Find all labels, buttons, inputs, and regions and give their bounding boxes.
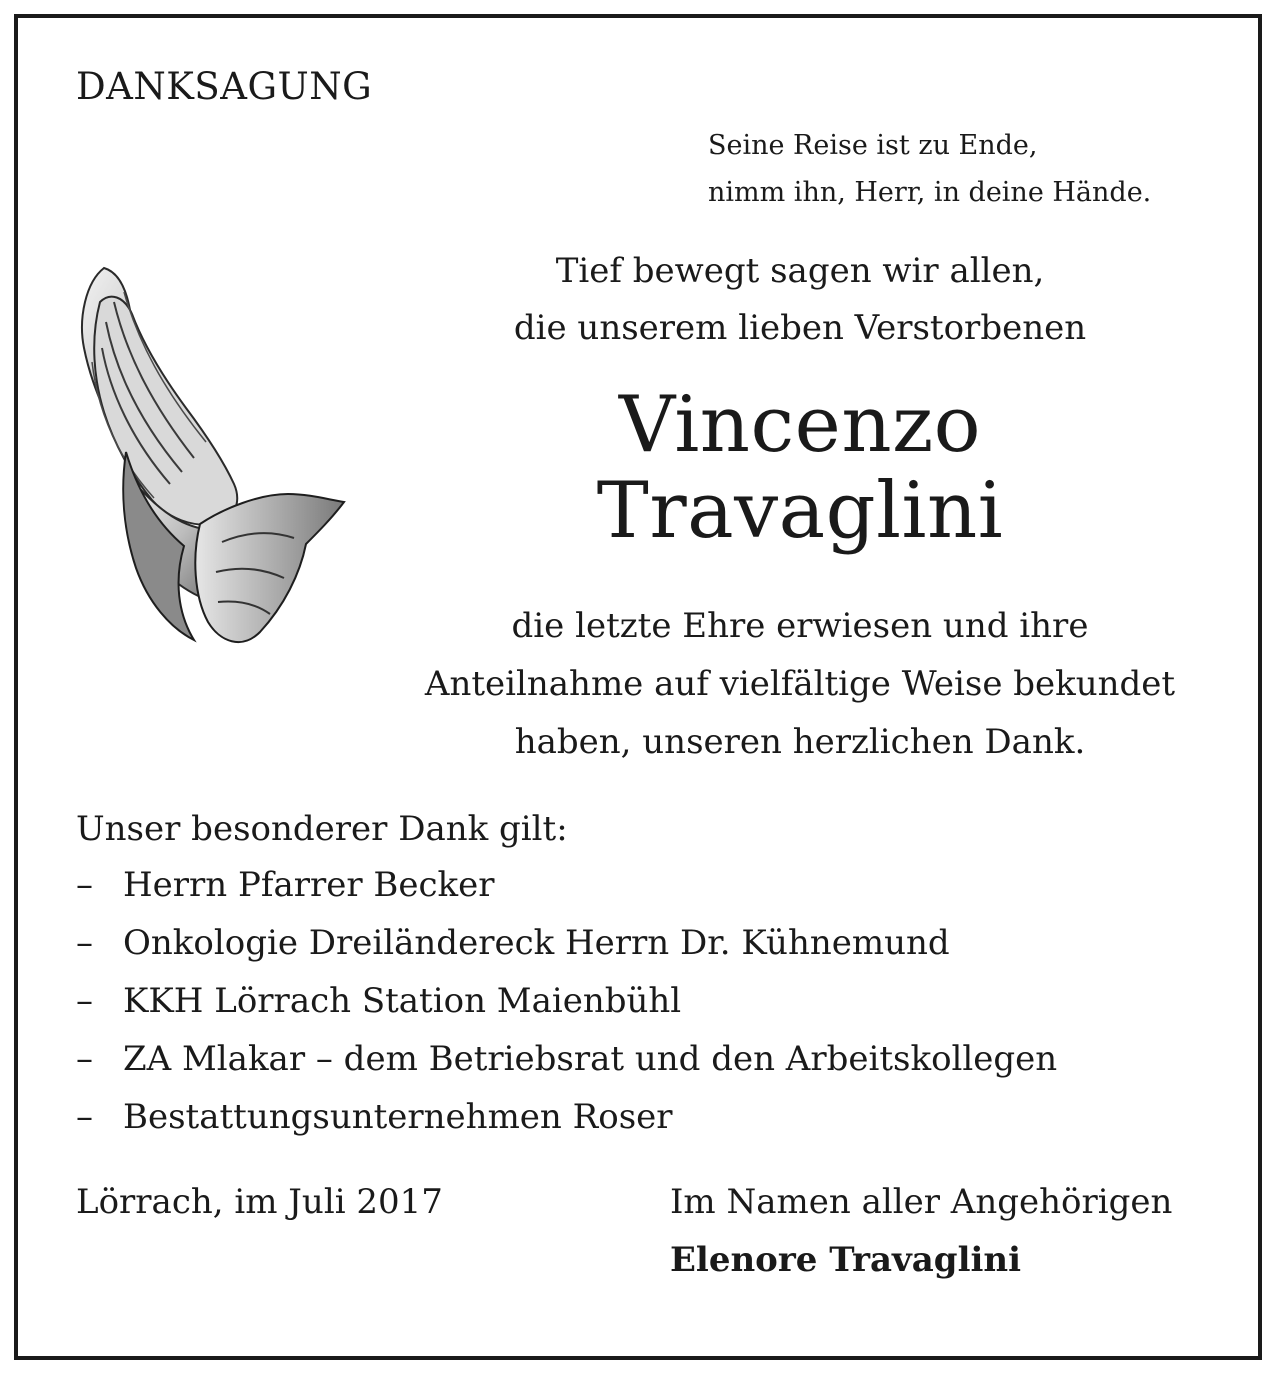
place-date: Lörrach, im Juli 2017 (76, 1182, 443, 1222)
list-item (76, 972, 1057, 1030)
motto-line: nimm ihn, Herr, in deine Hände. (708, 177, 1152, 208)
thanks-text (380, 597, 1220, 771)
motto-quote (708, 122, 1151, 216)
dash-bullet: – (76, 1039, 93, 1079)
thanks-line: die letzte Ehre erwiesen und ihre (511, 606, 1089, 646)
list-item-text: Onkologie Dreiländereck Herrn Dr. Kühnemund (123, 923, 950, 963)
list-item-text: KKH Lörrach Station Maienbühl (123, 981, 682, 1021)
dash-bullet: – (76, 1097, 93, 1137)
list-item-text: Bestattungsunternehmen Roser (123, 1097, 673, 1137)
deceased-name (380, 382, 1220, 554)
motto-line: Seine Reise ist zu Ende, (708, 130, 1038, 161)
special-thanks-heading: Unser besonderer Dank gilt: (76, 809, 568, 849)
on-behalf-text: Im Namen aller Angehörigen (670, 1182, 1173, 1222)
special-thanks-list (76, 856, 1057, 1146)
intro-line: Tief bewegt sagen wir allen, (555, 251, 1045, 291)
deceased-first-name: Vincenzo (618, 380, 982, 470)
list-item (76, 1030, 1057, 1088)
dash-bullet: – (76, 865, 93, 905)
deceased-last-name: Travaglini (596, 466, 1004, 556)
list-item (76, 856, 1057, 914)
list-item-text: ZA Mlakar – dem Betriebsrat und den Arbeitskollegen (123, 1039, 1058, 1079)
list-item-text: Herrn Pfarrer Becker (123, 865, 495, 905)
thanks-line: Anteilnahme auf vielfältige Weise bekundet (424, 664, 1176, 704)
dash-bullet: – (76, 923, 93, 963)
signoff (670, 1173, 1172, 1289)
notice-heading: DANKSAGUNG (76, 65, 373, 108)
intro-text (380, 243, 1220, 357)
dash-bullet: – (76, 981, 93, 1021)
list-item (76, 1088, 1057, 1146)
list-item (76, 914, 1057, 972)
signer-name: Elenore Travaglini (670, 1240, 1022, 1280)
intro-line: die unserem lieben Verstorbenen (513, 308, 1087, 348)
thanks-line: haben, unseren herzlichen Dank. (514, 722, 1086, 762)
praying-hands-icon (74, 262, 346, 654)
